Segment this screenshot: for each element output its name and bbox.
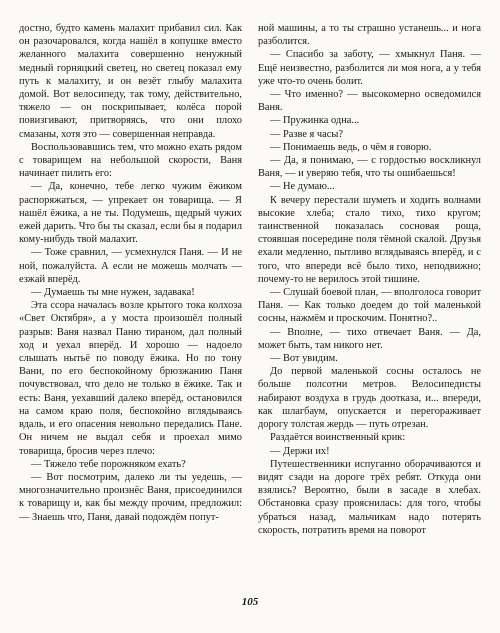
- paragraph: — Вполне, — тихо отвечает Ваня. — Да, может быть, там никого нет.: [258, 326, 481, 351]
- paragraph: — Думаешь ты мне нужен, задавака!: [31, 287, 195, 299]
- right-text-column: [258, 22, 481, 537]
- paragraph: — Вот увидим.: [270, 353, 338, 365]
- paragraph: Путешественники испуганно оборачиваются и видят сзади на дороге трёх ребят. Откуда они взялись? Вероятно, были в засаде в хлебах. Обстановка сразу прояснилась: для того, чтобы убраться назад, мальчикам надо потерять скорость, потратить время на поворот: [258, 458, 481, 536]
- paragraph: — Разве я часы?: [270, 128, 343, 140]
- paragraph: Эта ссора началась возле крытого тока колхоза «Свет Октября», а у моста произошёл полный разрыв: Ваня назвал Паню тираном, дал полный ход и уехал вперёд. И хорошо — надоело слышать нытьё по поводу ёжика. Но по тону Вани, по его беспокойному брюзжанию Паня почувствовал, что дело не только в ёжике. Так и есть: Ваня, уехавший далеко вперёд, остановился на самом краю поля, беспокойно вглядываясь вдаль, и его опасения невольно передались Пане. Он ничем не выдал себя и проехал мимо товарища, бросив через плечо:: [19, 300, 242, 457]
- page-number: 105: [241, 596, 259, 608]
- paragraph: — Спасибо за заботу, — хмыкнул Паня. — Ещё неизвестно, разболится ли моя нога, а у тебя уже что-то очень болит.: [258, 49, 481, 87]
- paragraph: достно, будто камень малахит прибавил сил. Как он разочаровался, когда нашёл в копушке вместо желанного малахита совершенно ненужный медный горняцкий светец, но светец показал ему путь к малахиту, и он везёт глыбу малахита домой. Вот велосипеду, так тому, действительно, тяжело — он поскрипывает, колёса порой повизгивают, притворяясь, что они плохо смазаны, хотя это — совершенная неправда.: [19, 23, 242, 140]
- paragraph: — Понимаешь ведь, о чём я говорю.: [270, 141, 432, 153]
- paragraph: — Да, я понимаю, — с гордостью воскликнул Ваня, — и уверяю тебя, что ты ошибаешься!: [258, 155, 481, 180]
- paragraph: — Тоже сравнил, — усмехнулся Паня. — И не ной, пожалуйста. А если не можешь молчать — езжай вперёд.: [19, 247, 242, 285]
- paragraph: — Пружинка одна...: [270, 115, 360, 127]
- paragraph: — Вот посмотрим, далеко ли ты уедешь, — многозначительно произнёс Ваня, присоединился к товарищу и, как бы между прочим, предложил: — Знаешь что, Паня, давай подождём попут-: [19, 471, 242, 523]
- paragraph: ной машины, а то ты страшно устанешь... и нога разболится.: [258, 23, 481, 48]
- paragraph: — Слушай боевой план, — вполголоса говорит Паня. — Как только доедем до той маленькой сосны, нажмём и проскочим. Понятно?..: [258, 287, 481, 325]
- left-text-column: [19, 22, 242, 524]
- paragraph: — Да, конечно, тебе легко чужим ёжиком распоряжаться, — упрекает он товарища. — Я нашёл ёжика, а не ты. Подумешь, щедрый чужих ежей дарить. Что бы ты сказал, если бы я подарил кому-нибудь твой малахит.: [19, 181, 242, 246]
- paragraph: К вечеру перестали шуметь и ходить волнами высокие хлеба; стало тихо, тихо кругом; таинственной показалась сосновая роща, стоявшая посередине поля тёмной скалой. Друзья ехали медленно, пытливо вглядываясь вперёд, и с того, что впереди всё было тихо, неподвижно; почему-то не верилось этой тишине.: [258, 194, 481, 285]
- paragraph: Воспользовавшись тем, что можно ехать рядом с товарищем на небольшой скорости, Ваня начинает пилить его:: [19, 141, 242, 180]
- paragraph: — Держи их!: [270, 445, 330, 457]
- paragraph: Раздаётся воинственный крик:: [270, 432, 406, 444]
- paragraph: До первой маленькой сосны осталось не больше полсотни метров. Велосипедисты набирают воздуха в грудь доотказа, и... впереди, как шлагбаум, опускается и перегораживает дорогу толстая жердь — путь отрезан.: [258, 366, 481, 431]
- paragraph: — Не думаю...: [270, 181, 335, 193]
- paragraph: — Тяжело тебе порожняком ехать?: [31, 458, 186, 470]
- paragraph: — Что именно? — высокомерно осведомился Ваня.: [258, 89, 481, 114]
